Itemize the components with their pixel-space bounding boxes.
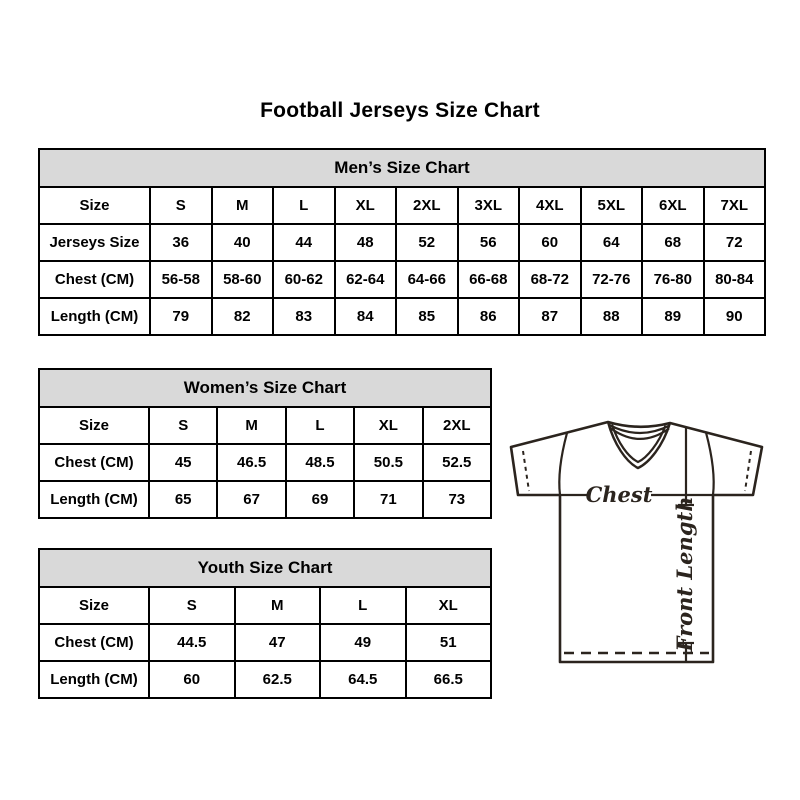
page-title: Football Jerseys Size Chart — [260, 99, 540, 122]
row-label-cell: Length (CM) — [39, 661, 149, 698]
value-cell: 44 — [273, 224, 335, 261]
value-cell: 69 — [286, 481, 354, 518]
value-cell: 51 — [406, 624, 492, 661]
value-cell: 76-80 — [642, 261, 704, 298]
table-title-row — [39, 549, 491, 587]
value-cell: L — [273, 187, 335, 224]
value-cell: 68 — [642, 224, 704, 261]
value-cell: 56 — [458, 224, 520, 261]
left-sleeve-seam — [559, 433, 567, 495]
value-cell: M — [212, 187, 274, 224]
value-cell: 48.5 — [286, 444, 354, 481]
table-title-row — [39, 149, 765, 187]
value-cell: 7XL — [704, 187, 766, 224]
value-cell: 36 — [150, 224, 212, 261]
value-cell: 82 — [212, 298, 274, 335]
value-cell: S — [150, 187, 212, 224]
value-cell: L — [320, 587, 406, 624]
front-length-label: Front Length — [672, 496, 697, 652]
youth-table-title: Youth Size Chart — [39, 549, 491, 587]
left-cuff-dashed-line — [523, 451, 529, 491]
table-row — [39, 407, 491, 444]
value-cell: 83 — [273, 298, 335, 335]
value-cell: 2XL — [396, 187, 458, 224]
value-cell: 68-72 — [519, 261, 581, 298]
value-cell: 58-60 — [212, 261, 274, 298]
value-cell: 50.5 — [354, 444, 422, 481]
value-cell: S — [149, 587, 235, 624]
value-cell: 48 — [335, 224, 397, 261]
right-cuff-dashed-line — [745, 451, 751, 491]
value-cell: 71 — [354, 481, 422, 518]
value-cell: 89 — [642, 298, 704, 335]
value-cell: 62-64 — [335, 261, 397, 298]
value-cell: 3XL — [458, 187, 520, 224]
value-cell: 79 — [150, 298, 212, 335]
row-label-cell: Length (CM) — [39, 481, 149, 518]
mens-table-title: Men’s Size Chart — [39, 149, 765, 187]
chest-label: Chest — [585, 482, 653, 507]
youth-size-table — [38, 548, 492, 699]
value-cell: 67 — [217, 481, 285, 518]
value-cell: 49 — [320, 624, 406, 661]
value-cell: M — [235, 587, 321, 624]
value-cell: 46.5 — [217, 444, 285, 481]
table-row — [39, 661, 491, 698]
value-cell: 45 — [149, 444, 217, 481]
value-cell: 84 — [335, 298, 397, 335]
table-row — [39, 224, 765, 261]
value-cell: 87 — [519, 298, 581, 335]
row-label-cell: Jerseys Size — [39, 224, 150, 261]
jersey-outline — [511, 422, 762, 662]
value-cell: 66.5 — [406, 661, 492, 698]
value-cell: 60 — [519, 224, 581, 261]
value-cell: 88 — [581, 298, 643, 335]
womens-size-table — [38, 368, 492, 519]
row-label-cell: Length (CM) — [39, 298, 150, 335]
value-cell: 56-58 — [150, 261, 212, 298]
value-cell: 44.5 — [149, 624, 235, 661]
value-cell: 85 — [396, 298, 458, 335]
value-cell: 40 — [212, 224, 274, 261]
value-cell: 72 — [704, 224, 766, 261]
row-label-cell: Chest (CM) — [39, 444, 149, 481]
womens-table-title: Women’s Size Chart — [39, 369, 491, 407]
table-row — [39, 298, 765, 335]
value-cell: 64-66 — [396, 261, 458, 298]
row-label-cell: Chest (CM) — [39, 261, 150, 298]
value-cell: XL — [354, 407, 422, 444]
value-cell: 4XL — [519, 187, 581, 224]
value-cell: 66-68 — [458, 261, 520, 298]
value-cell: 86 — [458, 298, 520, 335]
value-cell: 72-76 — [581, 261, 643, 298]
value-cell: 73 — [423, 481, 491, 518]
value-cell: M — [217, 407, 285, 444]
value-cell: L — [286, 407, 354, 444]
value-cell: S — [149, 407, 217, 444]
value-cell: 52 — [396, 224, 458, 261]
value-cell: 2XL — [423, 407, 491, 444]
row-label-cell: Chest (CM) — [39, 624, 149, 661]
value-cell: 6XL — [642, 187, 704, 224]
right-sleeve-seam — [706, 433, 714, 496]
value-cell: XL — [406, 587, 492, 624]
value-cell: 60 — [149, 661, 235, 698]
value-cell: 90 — [704, 298, 766, 335]
value-cell: 62.5 — [235, 661, 321, 698]
value-cell: 64 — [581, 224, 643, 261]
jersey-measurement-diagram — [500, 410, 780, 670]
value-cell: 65 — [149, 481, 217, 518]
value-cell: XL — [335, 187, 397, 224]
value-cell: 80-84 — [704, 261, 766, 298]
value-cell: 60-62 — [273, 261, 335, 298]
value-cell: 52.5 — [423, 444, 491, 481]
row-label-cell: Size — [39, 407, 149, 444]
table-row — [39, 624, 491, 661]
value-cell: 64.5 — [320, 661, 406, 698]
value-cell: 5XL — [581, 187, 643, 224]
table-row — [39, 187, 765, 224]
table-row — [39, 587, 491, 624]
row-label-cell: Size — [39, 587, 149, 624]
table-row — [39, 261, 765, 298]
table-row — [39, 444, 491, 481]
table-title-row — [39, 369, 491, 407]
value-cell: 47 — [235, 624, 321, 661]
row-label-cell: Size — [39, 187, 150, 224]
table-row — [39, 481, 491, 518]
mens-size-table — [38, 148, 766, 336]
